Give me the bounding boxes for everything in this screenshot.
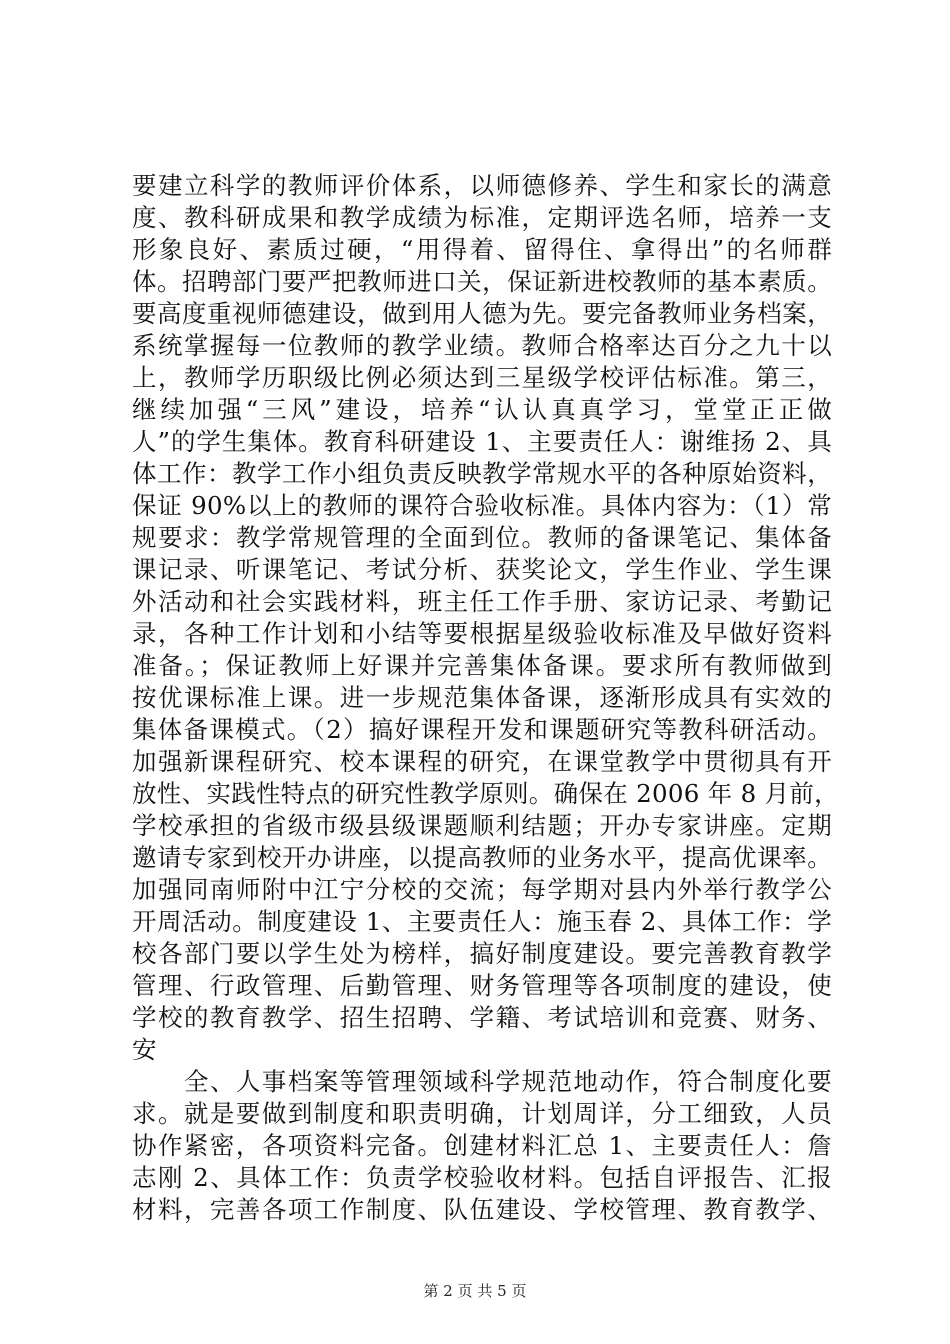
- text-line: 按优课标准上课。进一步规范集体备课，逐渐形成具有实效的: [132, 683, 832, 712]
- text-line: 体工作：教学工作小组负责反映教学常规水平的各种原始资料，: [132, 459, 832, 488]
- text-line: 度、教科研成果和教学成绩为标准，定期评选名师，培养一支: [132, 203, 832, 232]
- text-line: 志刚 2、具体工作：负责学校验收材料。包括自评报告、汇报: [132, 1163, 832, 1192]
- text-line: 邀请专家到校开办讲座，以提高教师的业务水平，提高优课率。: [132, 843, 832, 872]
- text-line: 协作紧密，各项资料完备。创建材料汇总 1、主要责任人：詹: [132, 1131, 832, 1160]
- text-line: 安: [132, 1035, 157, 1064]
- body-text: [132, 170, 839, 1226]
- text-line: 系统掌握每一位教师的教学业绩。教师合格率达百分之九十以: [132, 331, 832, 360]
- text-line: 开周活动。制度建设 1、主要责任人：施玉春 2、具体工作：学: [132, 907, 832, 936]
- text-line: 保证 90%以上的教师的课符合验收标准。具体内容为：（1）常: [132, 491, 832, 520]
- text-line: 录，各种工作计划和小结等要根据星级验收标准及早做好资料: [132, 619, 832, 648]
- text-line: 课记录、听课笔记、考试分析、获奖论文，学生作业、学生课: [132, 555, 832, 584]
- page-footer: 第 2 页 共 5 页: [423, 1282, 527, 1300]
- text-line: 全、人事档案等管理领域科学规范地动作，符合制度化要: [184, 1067, 832, 1096]
- text-line: 集体备课模式。（2）搞好课程开发和课题研究等教科研活动。: [132, 715, 832, 744]
- text-line: 规要求：教学常规管理的全面到位。教师的备课笔记、集体备: [132, 523, 832, 552]
- text-line: 准备。；保证教师上好课并完善集体备课。要求所有教师做到: [132, 651, 832, 680]
- text-line: 要建立科学的教师评价体系，以师德修养、学生和家长的满意: [132, 171, 832, 200]
- text-line: 材料，完善各项工作制度、队伍建设、学校管理、教育教学、: [132, 1195, 832, 1224]
- text-line: 人”的学生集体。教育科研建设 1、主要责任人：谢维扬 2、具: [132, 427, 832, 456]
- text-line: 学校承担的省级市级县级课题顺利结题；开办专家讲座。定期: [132, 811, 832, 840]
- text-line: 形象良好、素质过硬，“用得着、留得住、拿得出”的名师群: [132, 235, 832, 264]
- text-line: 加强新课程研究、校本课程的研究，在课堂教学中贯彻具有开: [132, 747, 832, 776]
- text-line: 学校的教育教学、招生招聘、学籍、考试培训和竞赛、财务、: [132, 1003, 832, 1032]
- text-line: 加强同南师附中江宁分校的交流；每学期对县内外举行教学公: [132, 875, 832, 904]
- text-line: 求。就是要做到制度和职责明确，计划周详，分工细致，人员: [132, 1099, 832, 1128]
- text-line: 上，教师学历职级比例必须达到三星级学校评估标准。第三，: [132, 363, 832, 392]
- text-line: 外活动和社会实践材料，班主任工作手册、家访记录、考勤记: [132, 587, 832, 616]
- text-line: 要高度重视师德建设，做到用人德为先。要完备教师业务档案，: [132, 299, 832, 328]
- text-line: 继续加强“三风”建设，培养“认认真真学习，堂堂正正做: [132, 395, 832, 424]
- text-line: 管理、行政管理、后勤管理、财务管理等各项制度的建设，使: [132, 971, 832, 1000]
- text-line: 放性、实践性特点的研究性教学原则。确保在 2006 年 8 月前，: [132, 779, 839, 808]
- text-line: 校各部门要以学生处为榜样，搞好制度建设。要完善教育教学: [132, 939, 832, 968]
- text-line: 体。招聘部门要严把教师进口关，保证新进校教师的基本素质。: [132, 267, 832, 296]
